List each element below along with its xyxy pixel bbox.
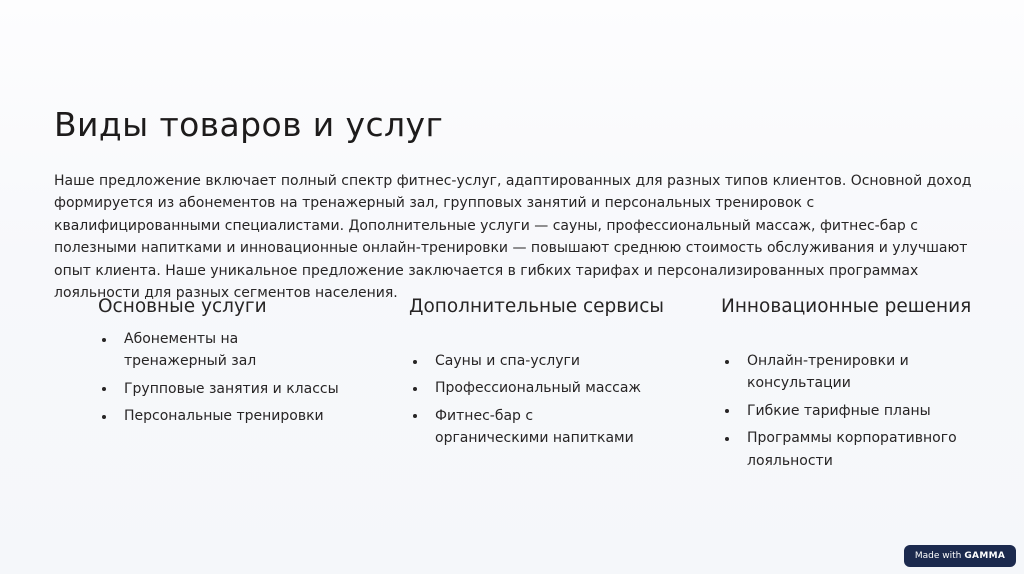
bullet-icon <box>102 338 106 342</box>
additional-services-list <box>410 350 650 455</box>
badge-prefix: Made with <box>914 551 962 561</box>
bullet-icon <box>725 409 729 413</box>
list-item-text: Персональные тренировки <box>124 408 324 425</box>
bullet-icon <box>413 414 417 418</box>
list-item-text: Фитнес-бар с органическими напитками <box>435 407 634 447</box>
list-item <box>722 400 962 422</box>
column-heading-additional-services: Дополнительные сервисы <box>409 296 664 317</box>
list-item <box>410 405 650 450</box>
bullet-icon <box>725 437 729 441</box>
list-item <box>99 405 339 427</box>
list-item <box>722 350 962 395</box>
innovative-solutions-list <box>722 350 962 477</box>
bullet-icon <box>413 360 417 364</box>
list-item-text: Абонементы на тренажерный зал <box>124 331 257 370</box>
list-item-text: Групповые занятия и классы <box>124 380 339 397</box>
column-heading-innovative-solutions: Инновационные решения <box>721 296 972 317</box>
list-item <box>410 377 650 399</box>
bullet-icon <box>102 387 106 391</box>
list-item-text: Профессиональный массаж <box>435 380 642 397</box>
list-item <box>722 427 962 472</box>
list-item-text: Онлайн-тренировки и консультации <box>747 353 909 392</box>
column-heading-core-services: Основные услуги <box>98 296 267 317</box>
list-item-text: Сауны и спа-услуги <box>435 353 580 369</box>
made-with-gamma-badge[interactable] <box>904 545 1016 567</box>
slide-title: Виды товаров и услуг <box>54 105 444 144</box>
list-item-text: Программы корпоративного лояльности <box>747 430 957 469</box>
core-services-list <box>99 328 339 433</box>
gamma-logo: GAMMA <box>964 551 1006 561</box>
list-item <box>99 328 339 373</box>
intro-paragraph: Наше предложение включает полный спектр фитнес-услуг, адаптированных для разных типов клиентов. Основной доход формируется из абонементов на тренажерный зал, групповых занятий и персональных тренировок с квалифицированными специалистами. Дополнительные услуги — сауны, профессиональный массаж, фитнес-бар с полезными напитками и инновационные онлайн-тренировки — повышают среднюю стоимость обслуживания и улучшают опыт клиента. Наше уникальное предложение заключается в гибких тарифах и персонализированных программах лояльности для разных сегментов населения. <box>54 173 972 302</box>
list-item <box>99 378 339 400</box>
list-item-text: Гибкие тарифные планы <box>747 402 931 419</box>
list-item <box>410 350 650 372</box>
bullet-icon <box>102 415 106 419</box>
bullet-icon <box>413 387 417 391</box>
bullet-icon <box>725 360 729 364</box>
